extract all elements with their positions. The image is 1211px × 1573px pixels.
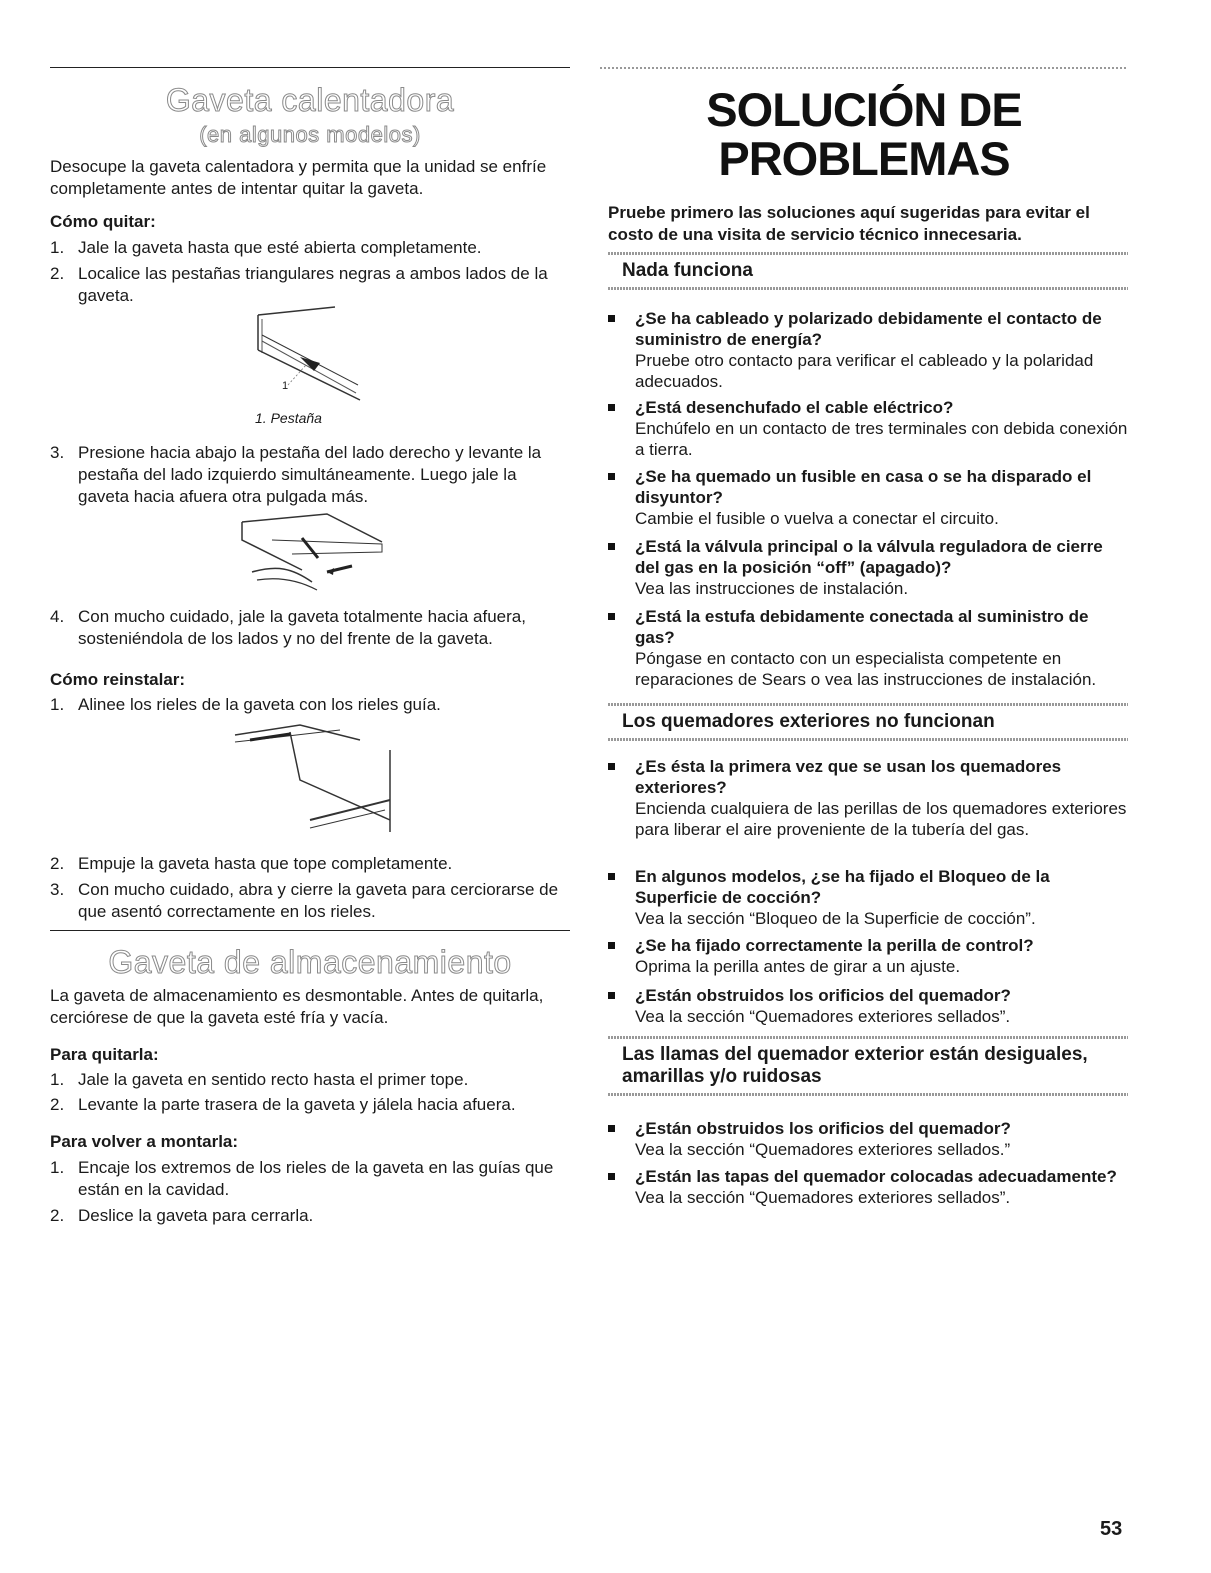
- warming-drawer-subtitle: (en algunos modelos): [199, 122, 421, 147]
- troubleshooting-intro: Pruebe primero las soluciones aquí sugeridas para evitar el costo de una visita de servicio técnico innecesaria.: [608, 203, 1090, 244]
- drawer-tab-illustration: [240, 305, 380, 405]
- list-item: 1. Alinee los rieles de la gaveta con los rieles guía.: [50, 695, 441, 714]
- list-item: ¿Se ha fijado correctamente la perilla de control? Oprima la perilla antes de girar a un ajuste.: [608, 935, 1128, 977]
- section-heading: Las llamas del quemador exterior están desiguales, amarillas y/o ruidosas: [608, 1036, 1128, 1096]
- bullet-icon: [608, 942, 615, 949]
- bullet-icon: [608, 543, 615, 550]
- drawer-rails-illustration: [230, 720, 405, 840]
- list-item: 2. Deslice la gaveta para cerrarla.: [50, 1206, 314, 1225]
- figure-callout: 1: [282, 380, 289, 392]
- bullet-icon: [608, 315, 615, 322]
- list-item: 2. Empuje la gaveta hasta que tope completamente.: [50, 854, 453, 873]
- storage-drawer-title: Gaveta de almacenamiento: [108, 944, 512, 980]
- storage-drawer-intro: La gaveta de almacenamiento es desmontable. Antes de quitarla, cerciórese de que la gaveta esté fría y vacía.: [50, 986, 544, 1027]
- bullet-icon: [608, 613, 615, 620]
- bullet-icon: [608, 1125, 615, 1132]
- section-heading: Los quemadores exteriores no funcionan: [608, 703, 1128, 741]
- list-item: ¿Está la estufa debidamente conectada al suministro de gas? Póngase en contacto con un especialista competente en reparaciones de Sears o vea las instrucciones de instalación.: [608, 606, 1128, 690]
- warming-drawer-title: Gaveta calentadora: [165, 82, 455, 118]
- list-item: ¿Están las tapas del quemador colocadas adecuadamente? Vea la sección “Quemadores exteriores sellados”.: [608, 1166, 1128, 1208]
- list-item: ¿Se ha quemado un fusible en casa o se ha disparado el disyuntor? Cambie el fusible o vuelva a conectar el circuito.: [608, 466, 1128, 529]
- list-item: 1. Encaje los extremos de los rieles de la gaveta en las guías que están en la cavidad.: [50, 1158, 554, 1199]
- remove-heading: Cómo quitar:: [50, 212, 156, 231]
- list-item: 1. Jale la gaveta en sentido recto hasta el primer tope.: [50, 1070, 469, 1089]
- list-item: ¿Están obstruidos los orificios del quemador? Vea la sección “Quemadores exteriores sellados”.: [608, 985, 1128, 1027]
- page-title-line1: SOLUCIÓN DE: [706, 83, 1022, 136]
- section-rule: [50, 930, 570, 931]
- list-item: ¿Es ésta la primera vez que se usan los quemadores exteriores? Encienda cualquiera de las perillas de los quemadores exteriores para liberar el aire proveniente de la tubería del gas.: [608, 756, 1128, 840]
- list-item: 3. Presione hacia abajo la pestaña del lado derecho y levante la pestaña del lado izquierdo simultáneamente. Luego jale la gaveta hacia afuera otra pulgada más.: [50, 443, 542, 506]
- top-rule-right: [600, 67, 1128, 69]
- bullet-icon: [608, 473, 615, 480]
- page-number: 53: [1100, 1518, 1123, 1540]
- list-item: En algunos modelos, ¿se ha fijado el Bloqueo de la Superficie de cocción? Vea la sección “Bloqueo de la Superficie de cocción”.: [608, 866, 1128, 929]
- top-rule-left: [50, 67, 570, 68]
- figure-caption: 1. Pestaña: [255, 410, 322, 426]
- bullet-icon: [608, 763, 615, 770]
- drawer-release-illustration: [232, 510, 397, 595]
- mount-heading: Para volver a montarla:: [50, 1132, 239, 1151]
- list-item: ¿Está la válvula principal o la válvula reguladora de cierre del gas en la posición “off” (apagado)? Vea las instrucciones de instalación.: [608, 536, 1128, 599]
- list-item: 2. Localice las pestañas triangulares negras a ambos lados de la gaveta.: [50, 264, 548, 305]
- section-heading: Nada funciona: [608, 252, 1128, 290]
- list-item: 4. Con mucho cuidado, jale la gaveta totalmente hacia afuera, sosteniéndola de los lados y no del frente de la gaveta.: [50, 607, 526, 648]
- bullet-icon: [608, 1173, 615, 1180]
- bullet-icon: [608, 992, 615, 999]
- reinstall-heading: Cómo reinstalar:: [50, 670, 186, 689]
- list-item: ¿Se ha cableado y polarizado debidamente el contacto de suministro de energía? Pruebe otro contacto para verificar el cableado y la polaridad adecuados.: [608, 308, 1128, 392]
- list-item: ¿Está desenchufado el cable eléctrico? Enchúfelo en un contacto de tres terminales con debida conexión a tierra.: [608, 397, 1128, 460]
- page-title-line2: PROBLEMAS: [718, 132, 1010, 185]
- list-item: 2. Levante la parte trasera de la gaveta y jálela hacia afuera.: [50, 1095, 516, 1114]
- bullet-icon: [608, 404, 615, 411]
- list-item: 3. Con mucho cuidado, abra y cierre la gaveta para cerciorarse de que asentó correctamente en los rieles.: [50, 880, 559, 921]
- remove2-heading: Para quitarla:: [50, 1045, 159, 1064]
- list-item: 1. Jale la gaveta hasta que esté abierta completamente.: [50, 238, 482, 257]
- bullet-icon: [608, 873, 615, 880]
- list-item: ¿Están obstruidos los orificios del quemador? Vea la sección “Quemadores exteriores sellados.”: [608, 1118, 1128, 1160]
- warming-drawer-intro: Desocupe la gaveta calentadora y permita que la unidad se enfríe completamente antes de intentar quitar la gaveta.: [50, 157, 547, 198]
